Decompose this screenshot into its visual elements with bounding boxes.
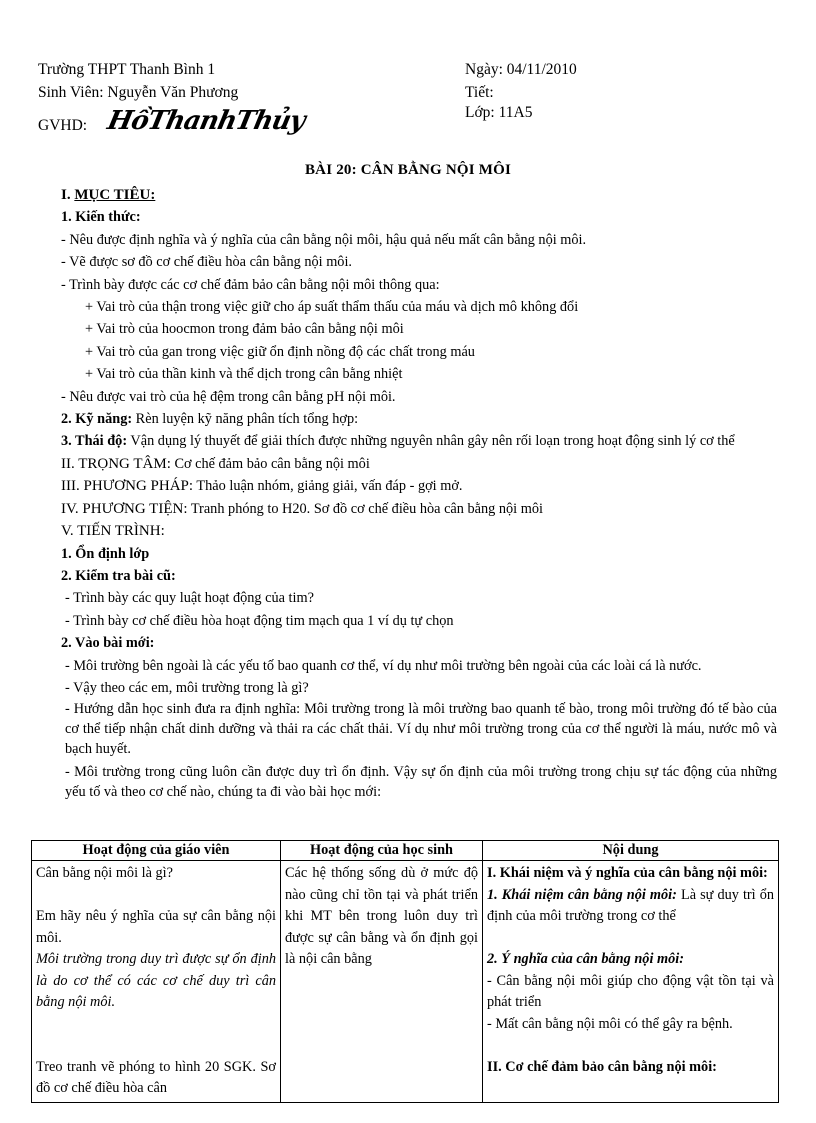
process-step: 2. Kiểm tra bài cũ:	[61, 567, 176, 584]
knowledge-subitem: + Vai trò của thần kinh và thể dịch trong cân bằng nhiệt	[85, 366, 403, 383]
date: Ngày: 04/11/2010	[465, 61, 577, 78]
student-activity-cell: Các hệ thống sống dù ở mức độ nào cũng chỉ tồn tại và phát triển khi MT bên trong luôn duy trì được sự cân bằng và ổn định gọi là nội cân bằng	[281, 861, 483, 1103]
process-heading: V. TIẾN TRÌNH:	[61, 523, 165, 540]
intro-paragraph: - Môi trường trong cũng luôn cần được duy trì ổn định. Vậy sự ổn định của môi trường trong chịu sự tác động của những yếu tố và theo cơ chế nào, chúng ta đi vào bài học mới:	[65, 764, 777, 801]
review-question: - Trình bày các quy luật hoạt động của tim?	[65, 590, 314, 607]
knowledge-subitem: + Vai trò của hoocmon trong đảm bảo cân bằng nội môi	[85, 321, 404, 338]
knowledge-item: - Trình bày được các cơ chế đảm bảo cân bằng nội môi thông qua:	[61, 276, 440, 293]
skills-line: 2. Kỹ năng: Rèn luyện kỹ năng phân tích tổng hợp:	[61, 411, 359, 428]
focus-line: II. TRỌNG TÂM: Cơ chế đảm bảo cân bằng nội môi	[61, 455, 370, 472]
knowledge-subitem: + Vai trò của thận trong việc giữ cho áp suất thẩm thấu của máu và dịch mô không đổi	[85, 299, 579, 316]
gvhd-label: GVHD:	[38, 117, 88, 134]
materials-line: IV. PHƯƠNG TIỆN: Tranh phóng to H20. Sơ đồ cơ chế điều hòa cân bằng nội môi	[61, 500, 543, 517]
intro-paragraph: - Hướng dẫn học sinh đưa ra định nghĩa: Môi trường trong là môi trường bao quanh tế bào, trong môi trường đó tế bào của cơ thể tiếp nhận chất dinh dưỡng và thải ra các chất thải. Ví dụ như môi trường trong của cơ thể người là máu, nước mô và bạch huyết.	[65, 701, 777, 758]
section-objectives-heading: I. MỤC TIÊU:	[61, 187, 156, 203]
process-step: 2. Vào bài mới:	[61, 635, 155, 652]
method-line: III. PHƯƠNG PHÁP: Thảo luận nhóm, giảng giải, vấn đáp - gợi mở.	[61, 478, 463, 495]
teacher-signature: HồThanhThủy	[104, 106, 308, 136]
class: Lớp: 11A5	[465, 104, 533, 121]
school-name: Trường THPT Thanh Bình 1	[38, 61, 216, 78]
intro-paragraph: - Môi trường bên ngoài là các yếu tố bao quanh cơ thể, ví dụ như môi trường bên ngoài của các loài cá là nước.	[65, 657, 702, 674]
lesson-body	[61, 184, 777, 802]
activity-table	[31, 840, 779, 1103]
table-header-row	[32, 841, 779, 861]
knowledge-heading: 1. Kiến thức:	[61, 209, 141, 226]
attitude-line: 3. Thái độ: Vận dụng lý thuyết để giải thích được những nguyên nhân gây nên rối loạn trong hoạt động sinh lý cơ thể	[61, 433, 735, 450]
column-header: Nội dung	[483, 841, 779, 861]
process-step: 1. Ổn định lớp	[61, 545, 150, 562]
column-header: Hoạt động của học sinh	[281, 841, 483, 861]
period: Tiết:	[465, 84, 494, 101]
table-row	[32, 861, 779, 1103]
content-cell: I. Khái niệm và ý nghĩa của cân bằng nội môi: 1. Khái niệm cân bằng nội môi: Là sự duy trì ổn định của môi trường trong cơ thể 2. Ý nghĩa của cân bằng nội môi: - Cân bằng nội môi giúp cho động vật tồn tại và phát triển - Mất cân bằng nội môi có thể gây ra bệnh. II. Cơ chế đảm bảo cân bằng nội môi:	[483, 861, 779, 1103]
student-name: Sinh Viên: Nguyễn Văn Phương	[38, 84, 239, 101]
review-question: - Trình bày cơ chế điều hòa hoạt động tim mạch qua 1 ví dụ tự chọn	[65, 612, 454, 629]
knowledge-item: - Nêu được định nghĩa và ý nghĩa của cân bằng nội môi, hậu quả nếu mất cân bằng nội môi.	[61, 231, 587, 248]
lesson-title: BÀI 20: CÂN BẰNG NỘI MÔI	[304, 162, 512, 178]
knowledge-item: - Nêu được vai trò của hệ đệm trong cân bằng pH nội môi.	[61, 388, 396, 405]
column-header: Hoạt động của giáo viên	[32, 841, 281, 861]
teacher-activity-cell: Cân bằng nội môi là gì? Em hãy nêu ý nghĩa của sự cân bằng nội môi. Môi trường trong duy trì được sự ổn định là do cơ thể có các cơ chế duy trì cân bằng nội môi. Treo tranh vẽ phóng to hình 20 SGK. Sơ đồ cơ chế điều hòa cân	[32, 861, 281, 1103]
intro-paragraph: - Vậy theo các em, môi trường trong là gì?	[65, 679, 309, 696]
knowledge-subitem: + Vai trò của gan trong việc giữ ổn định nồng độ các chất trong máu	[85, 343, 475, 360]
knowledge-item: - Vẽ được sơ đồ cơ chế điều hòa cân bằng nội môi.	[61, 254, 353, 271]
